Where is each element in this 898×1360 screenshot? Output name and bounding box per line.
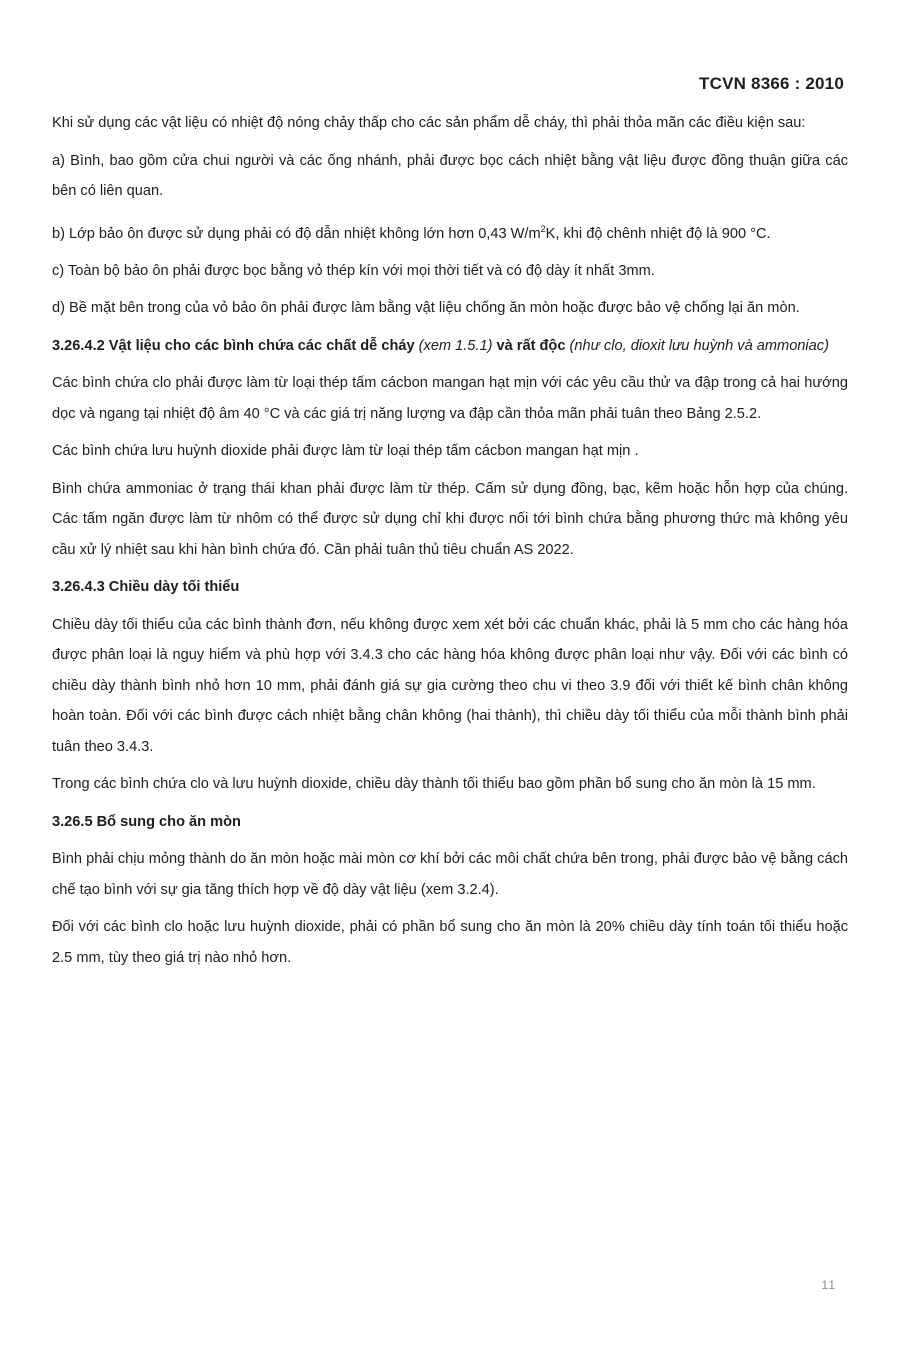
heading-bold-part: 3.26.4.2 Vật liệu cho các bình chứa các chất dễ cháy xyxy=(52,337,419,354)
corrosion-paragraph: Bình phải chịu mỏng thành do ăn mòn hoặc mài mòn cơ khí bởi các môi chất chứa bên trong, phải được bảo vệ bằng cách chế tạo bình với sự gia tăng thích hợp về độ dày vật liệu (xem 3.2.4). xyxy=(52,851,848,898)
min-thickness-chlorine-paragraph: Trong các bình chứa clo và lưu huỳnh dioxide, chiều dày thành tối thiểu bao gồm phần bổ sung cho ăn mòn là 15 mm. xyxy=(52,776,816,793)
section-heading-3-26-5: 3.26.5 Bổ sung cho ăn mòn xyxy=(52,813,241,830)
section-heading-3-26-4-3: 3.26.4.3 Chiều dày tối thiểu xyxy=(52,579,240,596)
section-heading-3-26-4-2 xyxy=(52,331,848,362)
heading-italic-ref: (xem 1.5.1) xyxy=(418,337,493,354)
heading-bold-part-2: và rất độc xyxy=(492,337,570,354)
condition-b xyxy=(52,214,848,249)
condition-c: c) Toàn bộ bảo ôn phải được bọc bằng vỏ thép kín với mọi thời tiết và có độ dày ít nhất 3mm. xyxy=(52,262,655,279)
chlorine-vessel-paragraph: Các bình chứa clo phải được làm từ loại thép tấm cácbon mangan hạt mịn với các yêu cầu thử va đập trong cả hai hướng dọc và ngang tại nhiệt độ âm 40 °C và các giá trị năng lượng va đập cần thỏa mãn phải tuân theo Bảng 2.5.2. xyxy=(52,375,848,422)
sulfur-dioxide-paragraph: Các bình chứa lưu huỳnh dioxide phải được làm từ loại thép tấm cácbon mangan hạt mịn . xyxy=(52,443,639,460)
condition-b-text-end: K, khi độ chênh nhiệt độ là 900 °C. xyxy=(545,225,771,242)
intro-paragraph: Khi sử dụng các vật liệu có nhiệt độ nóng chảy thấp cho các sản phẩm dễ cháy, thì phải thỏa mãn các điều kiện sau: xyxy=(52,115,806,131)
condition-a: a) Bình, bao gồm cửa chui người và các ống nhánh, phải được bọc cách nhiệt bằng vật liệu được đồng thuận giữa các bên có liên quan. xyxy=(52,152,848,199)
document-body xyxy=(52,108,848,980)
ammonia-paragraph: Bình chứa ammoniac ở trạng thái khan phải được làm từ thép. Cấm sử dụng đồng, bạc, kẽm hoặc hỗn hợp của chúng. Các tấm ngăn được làm từ nhôm có thể được sử dụng chỉ khi được nối tới bình chứa bằng phương thức mà không yêu cầu xử lý nhiệt sau khi hàn bình chứa đó. Cần phải tuân thủ tiêu chuẩn AS 2022. xyxy=(52,480,848,558)
page-number: 11 xyxy=(821,1278,836,1292)
condition-d: d) Bề mặt bên trong của vỏ bảo ôn phải được làm bằng vật liệu chống ăn mòn hoặc được bảo vệ chống lại ăn mòn. xyxy=(52,300,800,317)
standard-code-header: TCVN 8366 : 2010 xyxy=(699,74,844,93)
corrosion-chlorine-paragraph: Đối với các bình clo hoặc lưu huỳnh dioxide, phải có phần bổ sung cho ăn mòn là 20% chiều dày tính toán tối thiểu hoặc 2.5 mm, tùy theo giá trị nào nhỏ hơn. xyxy=(52,919,848,966)
min-thickness-paragraph: Chiều dày tối thiểu của các bình thành đơn, nếu không được xem xét bởi các chuẩn khác, phải là 5 mm cho các hàng hóa được phân loại là nguy hiểm và phù hợp với 3.4.3 cho các hàng hóa không được phân loại như vậy. Đối với các bình có chiều dày thành bình nhỏ hơn 10 mm, phải đánh giá sự gia cường theo chu vi theo 3.9 đối với thiết kế bình chân không hoàn toàn. Đối với các bình được cách nhiệt bằng chân không (hai thành), thì chiều dày tối thiểu của mỗi thành bình phải tuân theo 3.4.3. xyxy=(52,616,848,755)
heading-italic-examples: (như clo, dioxit lưu huỳnh và ammoniac) xyxy=(569,337,829,354)
condition-b-superscript: 2 xyxy=(540,223,546,234)
condition-b-text: b) Lớp bảo ôn được sử dụng phải có độ dẫn nhiệt không lớn hơn 0,43 W/m xyxy=(52,225,541,242)
